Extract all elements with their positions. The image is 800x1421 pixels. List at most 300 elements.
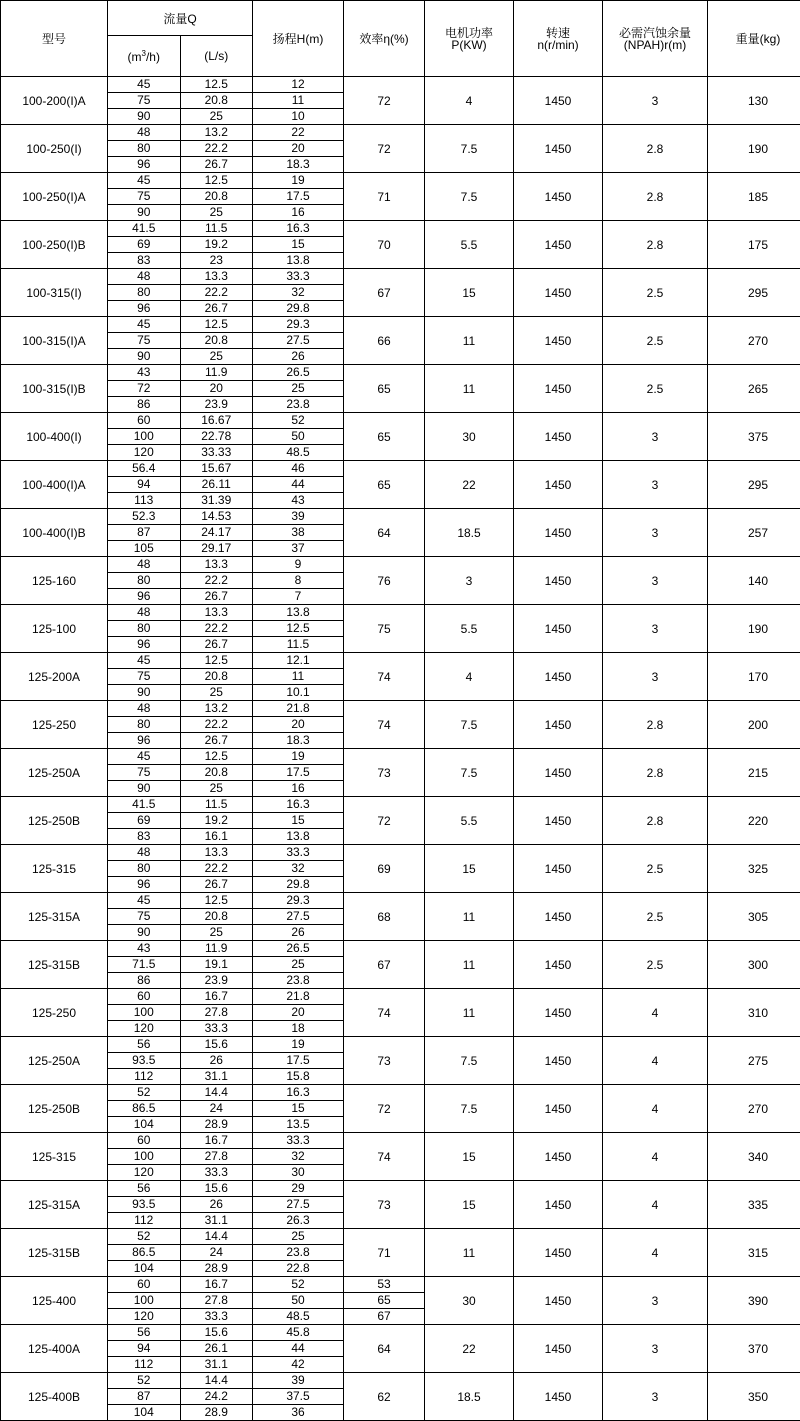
cell-flow-ls-value: 11.5 xyxy=(181,797,253,813)
column-header-power xyxy=(425,1,514,77)
cell-efficiency-value: 67 xyxy=(344,1309,424,1324)
cell-flow-m3h-value: 60 xyxy=(108,989,180,1005)
cell-flow-m3h-value: 60 xyxy=(108,1277,180,1293)
cell-flow-m3h xyxy=(108,941,181,989)
cell-npsh: 4 xyxy=(603,1085,708,1133)
cell-weight: 275 xyxy=(708,1037,800,1085)
cell-power: 11 xyxy=(425,317,514,365)
cell-flow-m3h xyxy=(108,893,181,941)
cell-head-value: 11 xyxy=(253,93,343,109)
cell-speed: 1450 xyxy=(514,1037,603,1085)
cell-head-value: 21.8 xyxy=(253,989,343,1005)
cell-flow-ls-value: 26.7 xyxy=(181,877,253,892)
cell-power: 18.5 xyxy=(425,509,514,557)
cell-head-value: 39 xyxy=(253,1373,343,1389)
cell-efficiency: 65 xyxy=(344,461,425,509)
cell-flow-ls-value: 19.2 xyxy=(181,237,253,253)
cell-flow-m3h-value: 83 xyxy=(108,829,180,844)
cell-head-value: 7 xyxy=(253,589,343,604)
cell-flow-m3h-value: 113 xyxy=(108,493,180,508)
cell-weight: 340 xyxy=(708,1133,800,1181)
cell-head xyxy=(253,605,344,653)
cell-head-value: 18.3 xyxy=(253,157,343,172)
cell-power: 15 xyxy=(425,1181,514,1229)
cell-flow-m3h-value: 75 xyxy=(108,93,180,109)
cell-speed: 1450 xyxy=(514,221,603,269)
cell-power: 3 xyxy=(425,557,514,605)
column-header-head: 扬程H(m) xyxy=(253,1,344,77)
cell-head-value: 13.8 xyxy=(253,829,343,844)
cell-flow-ls-value: 12.5 xyxy=(181,653,253,669)
cell-head xyxy=(253,1229,344,1277)
cell-model: 100-250(I)A xyxy=(1,173,108,221)
cell-flow-ls xyxy=(180,1277,253,1325)
cell-flow-m3h-value: 96 xyxy=(108,877,180,892)
table-row xyxy=(1,797,800,845)
cell-flow-ls-value: 11.9 xyxy=(181,365,253,381)
cell-flow-ls-value: 25 xyxy=(181,109,253,124)
cell-flow-m3h xyxy=(108,1277,181,1325)
table-row xyxy=(1,557,800,605)
cell-npsh: 2.5 xyxy=(603,365,708,413)
cell-model: 125-315B xyxy=(1,1229,108,1277)
column-header-flow: 流量Q xyxy=(108,1,253,36)
table-row xyxy=(1,77,800,125)
header-row-top xyxy=(1,1,800,36)
cell-flow-m3h-value: 90 xyxy=(108,349,180,364)
cell-flow-m3h-value: 43 xyxy=(108,941,180,957)
cell-head xyxy=(253,941,344,989)
cell-flow-ls-value: 16.67 xyxy=(181,413,253,429)
cell-flow-ls-value: 25 xyxy=(181,349,253,364)
cell-speed: 1450 xyxy=(514,413,603,461)
cell-efficiency: 67 xyxy=(344,269,425,317)
cell-flow-m3h-value: 45 xyxy=(108,893,180,909)
table-row xyxy=(1,1085,800,1133)
cell-head-value: 19 xyxy=(253,1037,343,1053)
cell-head-value: 27.5 xyxy=(253,1197,343,1213)
cell-model: 100-315(I) xyxy=(1,269,108,317)
cell-head xyxy=(253,269,344,317)
cell-efficiency: 73 xyxy=(344,749,425,797)
cell-flow-m3h-value: 104 xyxy=(108,1117,180,1132)
cell-npsh: 3 xyxy=(603,77,708,125)
cell-speed: 1450 xyxy=(514,461,603,509)
column-header-flow-ls: (L/s) xyxy=(180,36,253,77)
cell-power: 5.5 xyxy=(425,605,514,653)
flow-unit-m3h-sup: 3 xyxy=(142,49,146,58)
cell-flow-ls xyxy=(180,1085,253,1133)
cell-head-value: 37 xyxy=(253,541,343,556)
cell-flow-m3h-value: 96 xyxy=(108,733,180,748)
cell-power: 18.5 xyxy=(425,1373,514,1421)
cell-model: 125-160 xyxy=(1,557,108,605)
cell-efficiency: 74 xyxy=(344,653,425,701)
cell-weight: 295 xyxy=(708,269,800,317)
cell-flow-ls xyxy=(180,845,253,893)
cell-flow-ls xyxy=(180,317,253,365)
cell-flow-ls-value: 19.2 xyxy=(181,813,253,829)
cell-speed: 1450 xyxy=(514,269,603,317)
cell-flow-m3h-value: 94 xyxy=(108,477,180,493)
cell-flow-m3h-value: 80 xyxy=(108,861,180,877)
cell-head xyxy=(253,797,344,845)
table-row xyxy=(1,605,800,653)
cell-npsh: 3 xyxy=(603,1325,708,1373)
cell-flow-ls-value: 15.6 xyxy=(181,1325,253,1341)
cell-flow-m3h xyxy=(108,749,181,797)
cell-speed: 1450 xyxy=(514,749,603,797)
cell-head-value: 48.5 xyxy=(253,445,343,460)
cell-speed: 1450 xyxy=(514,557,603,605)
cell-head-value: 17.5 xyxy=(253,1053,343,1069)
cell-npsh: 2.8 xyxy=(603,125,708,173)
column-header-speed xyxy=(514,1,603,77)
cell-flow-m3h-value: 105 xyxy=(108,541,180,556)
cell-flow-ls-value: 13.2 xyxy=(181,125,253,141)
cell-npsh: 2.5 xyxy=(603,845,708,893)
cell-flow-ls-value: 26.7 xyxy=(181,301,253,316)
cell-weight: 325 xyxy=(708,845,800,893)
cell-flow-ls-value: 22.2 xyxy=(181,621,253,637)
cell-speed: 1450 xyxy=(514,1277,603,1325)
cell-head xyxy=(253,413,344,461)
cell-flow-ls xyxy=(180,1181,253,1229)
cell-flow-ls-value: 31.39 xyxy=(181,493,253,508)
cell-flow-ls-value: 16.7 xyxy=(181,989,253,1005)
cell-flow-m3h xyxy=(108,365,181,413)
cell-flow-m3h-value: 112 xyxy=(108,1213,180,1228)
cell-head-value: 9 xyxy=(253,557,343,573)
cell-flow-m3h-value: 93.5 xyxy=(108,1197,180,1213)
table-row xyxy=(1,365,800,413)
cell-flow-m3h-value: 48 xyxy=(108,701,180,717)
cell-flow-ls-value: 15.67 xyxy=(181,461,253,477)
cell-efficiency: 74 xyxy=(344,989,425,1037)
cell-flow-m3h xyxy=(108,509,181,557)
cell-flow-ls-value: 26.7 xyxy=(181,733,253,748)
cell-model: 125-250A xyxy=(1,749,108,797)
cell-flow-ls-value: 22.2 xyxy=(181,861,253,877)
cell-power: 4 xyxy=(425,77,514,125)
cell-flow-m3h xyxy=(108,1373,181,1421)
cell-weight: 130 xyxy=(708,77,800,125)
cell-head xyxy=(253,557,344,605)
cell-flow-m3h-value: 41.5 xyxy=(108,797,180,813)
cell-flow-ls xyxy=(180,173,253,221)
cell-efficiency-value: 65 xyxy=(344,1293,424,1309)
cell-flow-ls xyxy=(180,365,253,413)
cell-flow-m3h-value: 120 xyxy=(108,1165,180,1180)
cell-head-value: 20 xyxy=(253,141,343,157)
cell-flow-m3h xyxy=(108,1325,181,1373)
cell-model: 100-400(I) xyxy=(1,413,108,461)
cell-efficiency: 64 xyxy=(344,1325,425,1373)
cell-flow-ls xyxy=(180,893,253,941)
cell-flow-ls-value: 20.8 xyxy=(181,189,253,205)
cell-power: 22 xyxy=(425,1325,514,1373)
cell-flow-ls-value: 20.8 xyxy=(181,333,253,349)
cell-flow-ls-value: 22.78 xyxy=(181,429,253,445)
cell-efficiency: 69 xyxy=(344,845,425,893)
cell-flow-ls-value: 25 xyxy=(181,685,253,700)
cell-head-value: 48.5 xyxy=(253,1309,343,1324)
cell-power: 15 xyxy=(425,845,514,893)
cell-head-value: 22 xyxy=(253,125,343,141)
cell-power: 7.5 xyxy=(425,125,514,173)
cell-flow-ls-value: 26.11 xyxy=(181,477,253,493)
cell-head-value: 33.3 xyxy=(253,845,343,861)
cell-flow-ls-value: 31.1 xyxy=(181,1069,253,1084)
cell-head xyxy=(253,365,344,413)
cell-npsh: 4 xyxy=(603,1133,708,1181)
cell-efficiency: 70 xyxy=(344,221,425,269)
cell-flow-m3h-value: 104 xyxy=(108,1261,180,1276)
cell-flow-ls-value: 13.3 xyxy=(181,605,253,621)
cell-flow-m3h-value: 87 xyxy=(108,1389,180,1405)
cell-head-value: 26.3 xyxy=(253,1213,343,1228)
cell-flow-m3h-value: 80 xyxy=(108,621,180,637)
cell-head-value: 15 xyxy=(253,1101,343,1117)
cell-flow-m3h-value: 90 xyxy=(108,685,180,700)
flow-unit-m3h-tail: /h) xyxy=(146,50,160,64)
table-row xyxy=(1,941,800,989)
power-label-line1: 电机功率 xyxy=(425,27,513,39)
table-row xyxy=(1,1181,800,1229)
cell-flow-m3h xyxy=(108,797,181,845)
column-header-efficiency: 效率η(%) xyxy=(344,1,425,77)
cell-weight: 170 xyxy=(708,653,800,701)
table-row xyxy=(1,1037,800,1085)
cell-flow-m3h-value: 90 xyxy=(108,109,180,124)
cell-efficiency: 64 xyxy=(344,509,425,557)
table-row xyxy=(1,989,800,1037)
cell-head-value: 38 xyxy=(253,525,343,541)
cell-speed: 1450 xyxy=(514,1085,603,1133)
cell-head-value: 43 xyxy=(253,493,343,508)
cell-power: 5.5 xyxy=(425,797,514,845)
cell-head-value: 33.3 xyxy=(253,269,343,285)
column-header-npsh xyxy=(603,1,708,77)
cell-flow-m3h xyxy=(108,413,181,461)
cell-flow-ls xyxy=(180,461,253,509)
cell-efficiency: 68 xyxy=(344,893,425,941)
cell-head-value: 29.3 xyxy=(253,317,343,333)
cell-head-value: 13.8 xyxy=(253,253,343,268)
cell-head xyxy=(253,1325,344,1373)
cell-model: 125-250B xyxy=(1,797,108,845)
cell-flow-m3h xyxy=(108,845,181,893)
cell-flow-m3h-value: 56 xyxy=(108,1181,180,1197)
cell-flow-ls-value: 24 xyxy=(181,1245,253,1261)
cell-npsh: 3 xyxy=(603,509,708,557)
cell-npsh: 2.5 xyxy=(603,269,708,317)
table-row xyxy=(1,461,800,509)
cell-flow-m3h-value: 112 xyxy=(108,1357,180,1372)
cell-flow-m3h-value: 80 xyxy=(108,285,180,301)
cell-flow-ls xyxy=(180,797,253,845)
cell-head xyxy=(253,893,344,941)
cell-flow-m3h-value: 45 xyxy=(108,653,180,669)
cell-power: 7.5 xyxy=(425,173,514,221)
cell-model: 100-200(I)A xyxy=(1,77,108,125)
cell-flow-m3h-value: 86 xyxy=(108,397,180,412)
cell-weight: 390 xyxy=(708,1277,800,1325)
cell-head-value: 29.8 xyxy=(253,877,343,892)
cell-weight: 265 xyxy=(708,365,800,413)
cell-speed: 1450 xyxy=(514,989,603,1037)
cell-model: 125-250A xyxy=(1,1037,108,1085)
cell-flow-m3h-value: 48 xyxy=(108,125,180,141)
cell-flow-m3h-value: 60 xyxy=(108,1133,180,1149)
cell-speed: 1450 xyxy=(514,653,603,701)
cell-head-value: 32 xyxy=(253,285,343,301)
table-row xyxy=(1,221,800,269)
cell-model: 125-315A xyxy=(1,1181,108,1229)
cell-flow-m3h-value: 96 xyxy=(108,637,180,652)
cell-flow-ls-value: 14.4 xyxy=(181,1229,253,1245)
cell-head-value: 29.3 xyxy=(253,893,343,909)
cell-head-value: 33.3 xyxy=(253,1133,343,1149)
cell-flow-ls-value: 25 xyxy=(181,925,253,940)
cell-flow-m3h-value: 90 xyxy=(108,205,180,220)
cell-speed: 1450 xyxy=(514,1373,603,1421)
cell-power: 30 xyxy=(425,413,514,461)
cell-head-value: 13.5 xyxy=(253,1117,343,1132)
cell-power: 11 xyxy=(425,1229,514,1277)
cell-model: 100-400(I)B xyxy=(1,509,108,557)
cell-flow-ls-value: 16.7 xyxy=(181,1277,253,1293)
cell-weight: 215 xyxy=(708,749,800,797)
cell-head xyxy=(253,1181,344,1229)
table-row xyxy=(1,1133,800,1181)
table-row xyxy=(1,317,800,365)
cell-flow-ls xyxy=(180,605,253,653)
cell-flow-ls-value: 33.3 xyxy=(181,1165,253,1180)
cell-npsh: 4 xyxy=(603,1181,708,1229)
cell-flow-m3h-value: 83 xyxy=(108,253,180,268)
cell-flow-m3h-value: 112 xyxy=(108,1069,180,1084)
cell-head-value: 39 xyxy=(253,509,343,525)
cell-efficiency: 72 xyxy=(344,797,425,845)
table-header xyxy=(1,1,800,77)
cell-flow-m3h xyxy=(108,125,181,173)
cell-flow-ls xyxy=(180,1373,253,1421)
cell-head-value: 16.3 xyxy=(253,221,343,237)
cell-flow-ls-value: 15.6 xyxy=(181,1181,253,1197)
cell-power: 7.5 xyxy=(425,1085,514,1133)
cell-head-value: 12 xyxy=(253,77,343,93)
cell-head xyxy=(253,1373,344,1421)
cell-flow-ls-value: 27.8 xyxy=(181,1293,253,1309)
cell-head-value: 25 xyxy=(253,381,343,397)
cell-weight: 220 xyxy=(708,797,800,845)
cell-head-value: 18.3 xyxy=(253,733,343,748)
cell-head-value: 25 xyxy=(253,957,343,973)
cell-power: 22 xyxy=(425,461,514,509)
cell-flow-ls xyxy=(180,77,253,125)
cell-head xyxy=(253,221,344,269)
cell-power: 7.5 xyxy=(425,701,514,749)
cell-flow-ls xyxy=(180,221,253,269)
cell-head-value: 17.5 xyxy=(253,189,343,205)
cell-head-value: 23.8 xyxy=(253,1245,343,1261)
cell-flow-m3h-value: 80 xyxy=(108,141,180,157)
cell-flow-m3h-value: 56 xyxy=(108,1037,180,1053)
cell-head xyxy=(253,1085,344,1133)
cell-head-value: 10.1 xyxy=(253,685,343,700)
cell-power: 11 xyxy=(425,989,514,1037)
cell-model: 125-200A xyxy=(1,653,108,701)
cell-flow-m3h xyxy=(108,1037,181,1085)
cell-head xyxy=(253,749,344,797)
cell-flow-m3h xyxy=(108,173,181,221)
cell-weight: 200 xyxy=(708,701,800,749)
table-row xyxy=(1,653,800,701)
table-row xyxy=(1,845,800,893)
cell-head-value: 11 xyxy=(253,669,343,685)
cell-head-value: 16.3 xyxy=(253,1085,343,1101)
cell-model: 125-250 xyxy=(1,989,108,1037)
cell-flow-ls-value: 20 xyxy=(181,381,253,397)
cell-head-value: 26 xyxy=(253,925,343,940)
cell-flow-ls-value: 13.2 xyxy=(181,701,253,717)
cell-head-value: 11.5 xyxy=(253,637,343,652)
cell-flow-ls-value: 14.4 xyxy=(181,1373,253,1389)
cell-model: 100-250(I)B xyxy=(1,221,108,269)
cell-efficiency-value: 53 xyxy=(344,1277,424,1293)
cell-head-value: 23.8 xyxy=(253,397,343,412)
cell-head-value: 29 xyxy=(253,1181,343,1197)
cell-head-value: 23.8 xyxy=(253,973,343,988)
cell-speed: 1450 xyxy=(514,173,603,221)
cell-head-value: 30 xyxy=(253,1165,343,1180)
cell-flow-ls-value: 24.17 xyxy=(181,525,253,541)
cell-flow-m3h-value: 80 xyxy=(108,573,180,589)
cell-model: 100-400(I)A xyxy=(1,461,108,509)
cell-efficiency: 67 xyxy=(344,941,425,989)
cell-weight: 190 xyxy=(708,125,800,173)
cell-head-value: 26 xyxy=(253,349,343,364)
cell-flow-ls-value: 22.2 xyxy=(181,717,253,733)
cell-head xyxy=(253,173,344,221)
cell-flow-m3h-value: 45 xyxy=(108,77,180,93)
cell-npsh: 2.5 xyxy=(603,941,708,989)
cell-flow-ls-value: 28.9 xyxy=(181,1261,253,1276)
cell-speed: 1450 xyxy=(514,941,603,989)
cell-head-value: 46 xyxy=(253,461,343,477)
cell-flow-m3h-value: 45 xyxy=(108,317,180,333)
cell-flow-m3h-value: 100 xyxy=(108,1293,180,1309)
cell-weight: 335 xyxy=(708,1181,800,1229)
cell-efficiency: 73 xyxy=(344,1181,425,1229)
cell-weight: 257 xyxy=(708,509,800,557)
cell-flow-ls-value: 27.8 xyxy=(181,1005,253,1021)
cell-head xyxy=(253,701,344,749)
cell-speed: 1450 xyxy=(514,77,603,125)
cell-flow-m3h xyxy=(108,1085,181,1133)
cell-head xyxy=(253,1277,344,1325)
table-row xyxy=(1,413,800,461)
cell-flow-m3h-value: 100 xyxy=(108,1005,180,1021)
cell-flow-ls-value: 26.7 xyxy=(181,589,253,604)
cell-npsh: 3 xyxy=(603,1373,708,1421)
cell-flow-ls-value: 33.3 xyxy=(181,1309,253,1324)
cell-flow-m3h-value: 90 xyxy=(108,781,180,796)
cell-flow-ls-value: 28.9 xyxy=(181,1405,253,1420)
cell-flow-ls-value: 16.7 xyxy=(181,1133,253,1149)
cell-efficiency: 71 xyxy=(344,1229,425,1277)
